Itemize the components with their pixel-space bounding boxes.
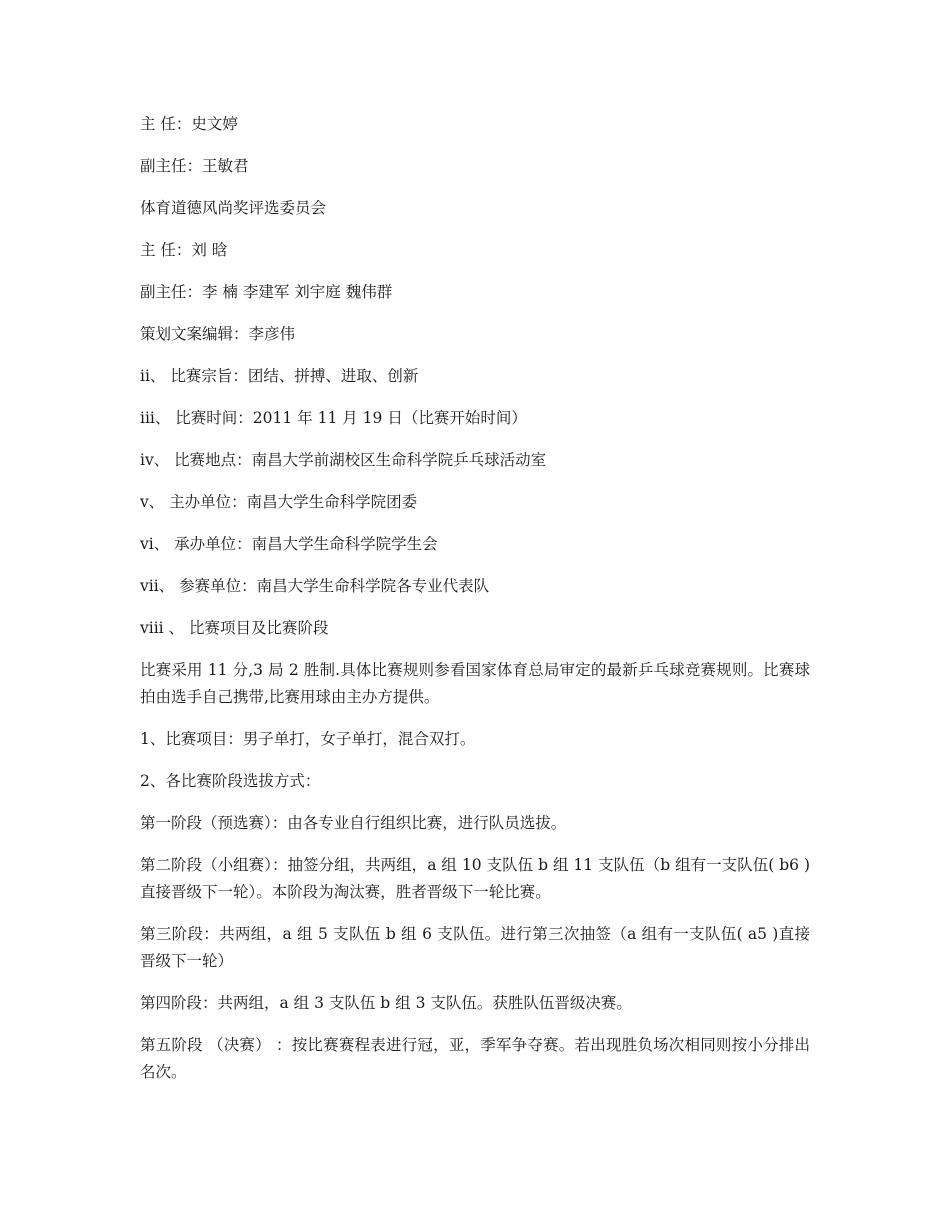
committee-director-line: 主 任：史文婷 xyxy=(140,115,238,133)
stage-five-paragraph: 第五阶段 （决赛） ：按比赛赛程表进行冠，亚，季军争夺赛。若出现胜负场次相同则按小分排出名次。 xyxy=(140,1036,810,1081)
sportsmanship-vice-directors-line: 副主任：李 楠 李建军 刘宇庭 魏伟群 xyxy=(140,283,393,301)
sportsmanship-committee-heading: 体育道德风尚奖评选委员会 xyxy=(140,199,327,217)
section-iii-time: iii、 比赛时间：2011 年 11 月 19 日（比赛开始时间） xyxy=(140,409,527,427)
committee-vice-director-line: 副主任：王敏君 xyxy=(140,157,249,175)
stage-one-paragraph: 第一阶段（预选赛）：由各专业自行组织比赛，进行队员选拔。 xyxy=(140,814,567,832)
document-page xyxy=(140,111,810,1101)
section-vi-host: vi、 承办单位：南昌大学生命科学院学生会 xyxy=(140,535,438,553)
stage-three-paragraph: 第三阶段：共两组，a 组 5 支队伍 b 组 6 支队伍。进行第三次抽签（a 组有一支队伍( a5 )直接晋级下一轮） xyxy=(140,925,810,970)
sportsmanship-director-line: 主 任：刘 晗 xyxy=(140,241,228,259)
rules-paragraph: 比赛采用 11 分,3 局 2 胜制.具体比赛规则参看国家体育总局审定的最新乒乓球竞赛规则。比赛球拍由选手自己携带,比赛用球由主办方提供。 xyxy=(140,661,810,706)
section-ii-purpose: ii、 比赛宗旨：团结、拼搏、进取、创新 xyxy=(140,367,419,385)
section-v-organizer: v、 主办单位：南昌大学生命科学院团委 xyxy=(140,493,418,511)
stage-two-paragraph: 第二阶段（小组赛）：抽签分组，共两组，a 组 10 支队伍 b 组 11 支队伍（b 组有一支队伍( b6 )直接晋级下一轮）。本阶段为淘汰赛，胜者晋级下一轮比赛。 xyxy=(140,856,810,901)
section-vii-participants: vii、 参赛单位：南昌大学生命科学院各专业代表队 xyxy=(140,577,490,595)
section-viii-events-heading: viii 、 比赛项目及比赛阶段 xyxy=(140,619,329,637)
planning-editor-line: 策划文案编辑：李彦伟 xyxy=(140,325,296,343)
stage-four-paragraph: 第四阶段：共两组，a 组 3 支队伍 b 组 3 支队伍。获胜队伍晋级决赛。 xyxy=(140,994,632,1012)
selection-method-heading: 2、各比赛阶段选拔方式： xyxy=(140,772,321,790)
section-iv-location: iv、 比赛地点：南昌大学前湖校区生命科学院乒乓球活动室 xyxy=(140,451,547,469)
events-list-paragraph: 1、比赛项目：男子单打，女子单打，混合双打。 xyxy=(140,730,476,748)
